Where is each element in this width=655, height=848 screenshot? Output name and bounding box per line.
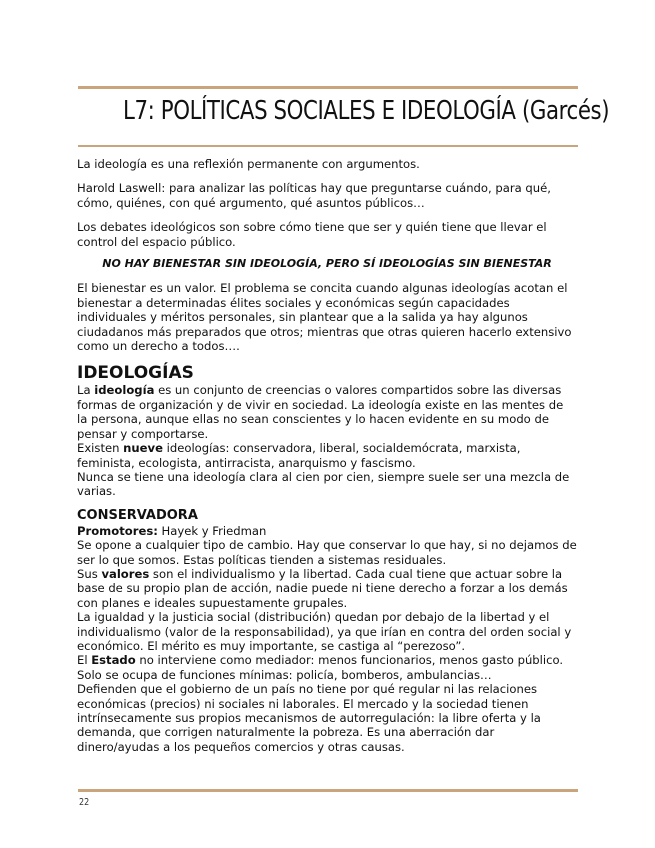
conservadora-paragraph-2 [77,567,577,610]
text-run: Existen [77,441,124,456]
intro-paragraph-1: La ideología es una reflexión permanente con argumentos. [77,157,420,171]
ideologias-definition [77,383,577,441]
section-heading-conservadora: CONSERVADORA [77,507,198,523]
bold-term: nueve [123,441,163,456]
slogan: NO HAY BIENESTAR SIN IDEOLOGÍA, PERO SÍ IDEOLOGÍAS SIN BIENESTAR [102,257,552,271]
text-run: Sus [77,566,102,581]
text-run: es un conjunto de creencias o valores compartidos sobre las diversas formas de organización y de vivir en sociedad. La ideología existe en las mentes de la persona, aunque ellas no sean conscientes y lo hacen evidente en su modo de pensar y comportarse. [77,383,564,441]
bold-term: Estado [91,653,136,668]
promotores-value: Hayek y Friedman [157,523,267,538]
bold-term: valores [101,566,150,581]
ideologias-note: Nunca se tiene una ideología clara al cien por cien, siempre suele ser una mezcla de varias. [77,469,570,499]
text-run: no interviene como mediador: menos funcionarios, menos gasto público. Solo se ocupa de funciones mínimas: policía, bomberos, ambulancias… [77,653,564,682]
top-rule [78,86,578,89]
page-number: 22 [79,797,90,808]
conservadora-paragraph-5: Defienden que el gobierno de un país no tiene por qué regular ni las relaciones económicas (precios) ni sociales ni laborales. El mercado y la sociedad tienen intrínsecamente sus propios mecanismos de autorregulación: la libre oferta y la demanda, que corrigen naturalmente la pobreza. Es una aberración dar dinero/ayudas a los pequeños comercios y otras causas. [77,682,541,754]
conservadora-paragraph-4 [77,653,577,682]
promotores-line [77,524,577,538]
conservadora-paragraph-3: La igualdad y la justicia social (distribución) quedan por debajo de la libertad y el individualismo (valor de la responsabilidad), ya que irían en contra del orden social y económico. El mérito es muy importante, se castiga al “perezoso”. [77,610,572,653]
text-run: ideologías: conservadora, liberal, socialdemócrata, marxista, feminista, ecologista, antirracista, anarquismo y fascismo. [77,441,521,470]
text-run: El [77,653,92,668]
bold-term: ideología [94,383,155,398]
title-underline-rule [78,145,578,147]
page-content [77,157,577,754]
conservadora-paragraph-1: Se opone a cualquier tipo de cambio. Hay que conservar lo que hay, si no dejamos de ser lo que somos. Estas políticas tienden a sistemas residuales. [77,538,577,567]
intro-paragraph-3: Los debates ideológicos son sobre cómo tiene que ser y quién tiene que llevar el control del espacio público. [77,220,547,249]
text-run: son el individualismo y la libertad. Cada cual tiene que actuar sobre la base de su propio plan de acción, nadie puede ni tiene derecho a forzar a los demás con planes e ideales supuestamente grupales. [77,566,568,610]
section-heading-ideologias: IDEOLOGÍAS [77,363,194,384]
intro-paragraph-2: Harold Laswell: para analizar las políticas hay que preguntarse cuándo, para qué, cómo, quiénes, con qué argumento, qué asuntos públicos… [77,181,551,210]
page-title: L7: POLÍTICAS SOCIALES E IDEOLOGÍA (Garcés) [123,96,610,126]
ideologias-list [77,441,577,470]
intro-paragraph-4: El bienestar es un valor. El problema se concita cuando algunas ideologías acotan el bienestar a determinadas élites sociales y económicas según capacidades individuales y méritos personales, sin plantear que a la salida ya hay algunos ciudadanos más preparados que otros; mientras que otras quieren hacerlo extensivo como un derecho a todos…. [77,281,572,354]
footer-rule [78,789,578,792]
text-run: La [77,383,95,398]
promotores-label: Promotores: [77,523,158,538]
